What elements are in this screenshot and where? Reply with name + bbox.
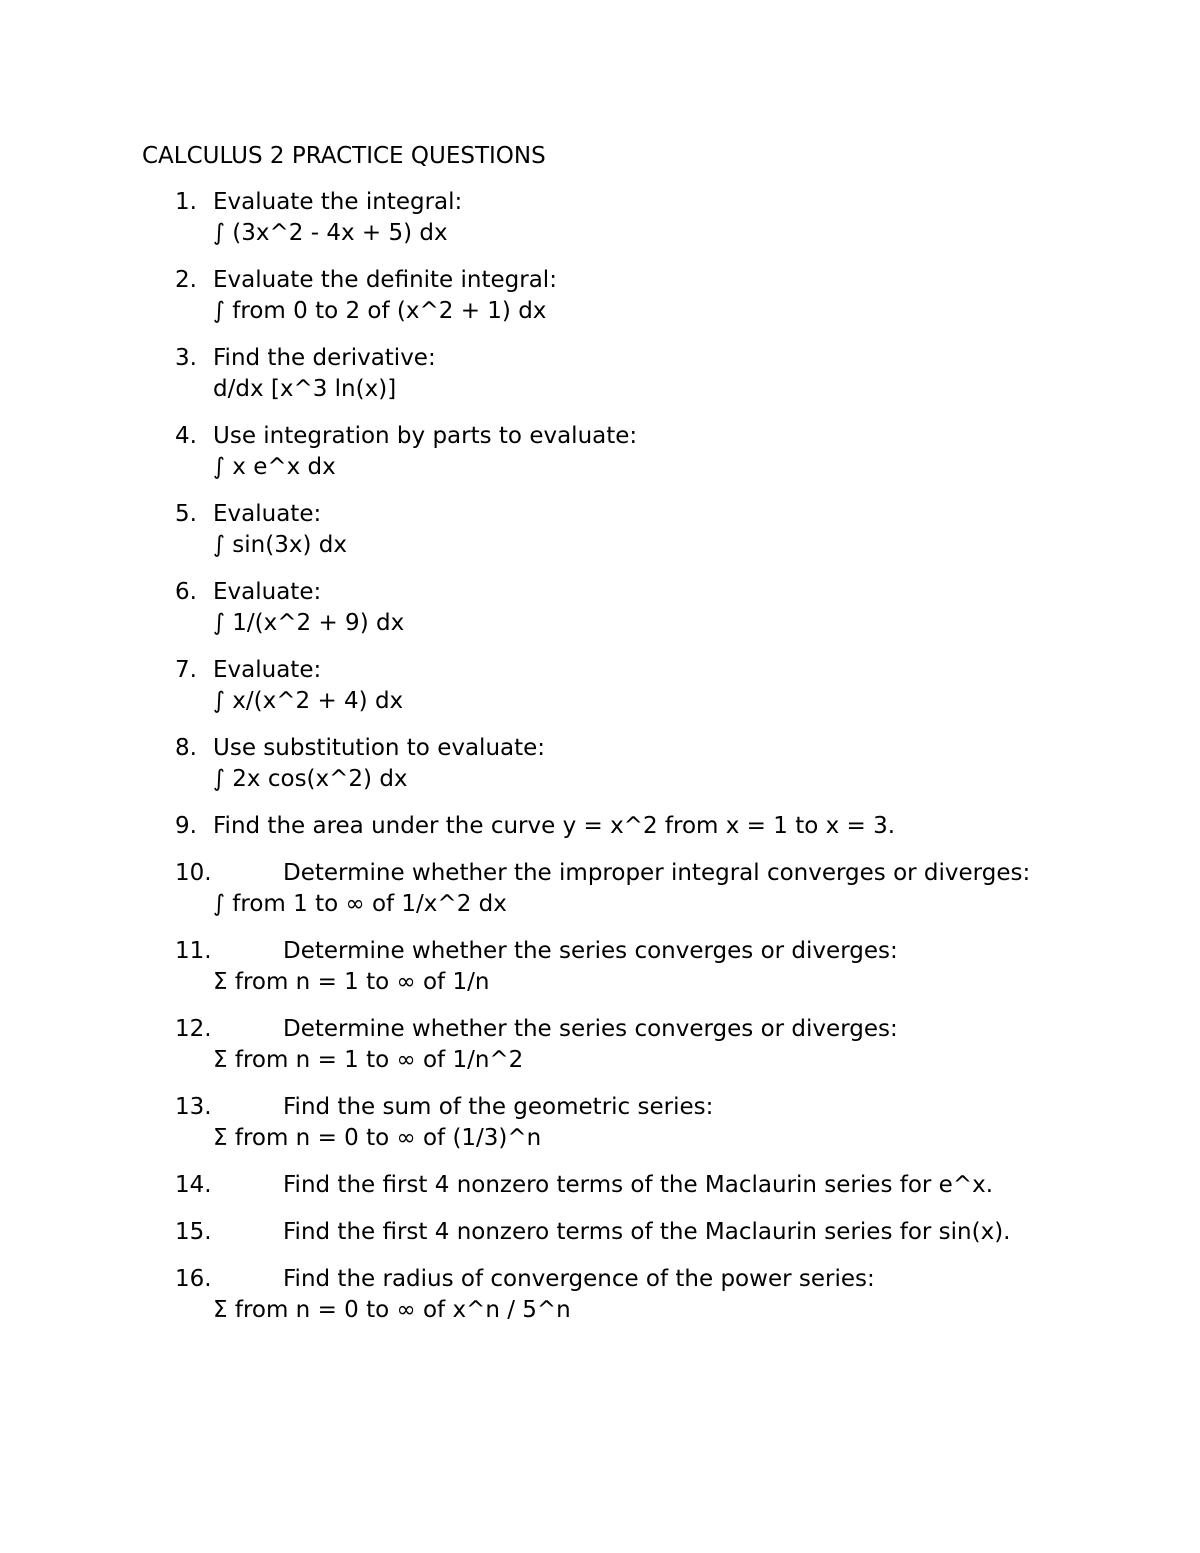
question-item [0, 187, 1200, 249]
question-number: 12. [175, 1016, 212, 1042]
question-expression: Σ from n = 1 to ∞ of 1/n [213, 969, 490, 995]
question-number: 16. [175, 1266, 212, 1292]
question-expression: ∫ x e^x dx [213, 454, 336, 480]
question-number: 1. [175, 189, 197, 215]
question-item [0, 343, 1200, 405]
question-number: 15. [175, 1219, 212, 1245]
question-number: 4. [175, 423, 197, 449]
question-expression: Σ from n = 0 to ∞ of (1/3)^n [213, 1125, 542, 1151]
question-expression: Σ from n = 1 to ∞ of 1/n^2 [213, 1047, 524, 1073]
question-item [0, 811, 1200, 842]
question-expression: ∫ 1/(x^2 + 9) dx [213, 610, 405, 636]
question-number: 6. [175, 579, 197, 605]
question-item [0, 858, 1200, 920]
question-text: Evaluate the integral: [213, 189, 463, 215]
question-number: 11. [175, 938, 212, 964]
question-expression: d/dx [x^3 ln(x)] [213, 376, 397, 402]
question-number: 13. [175, 1094, 212, 1120]
question-number: 8. [175, 735, 197, 761]
question-text: Evaluate: [213, 657, 322, 683]
question-item [0, 936, 1200, 998]
question-number: 3. [175, 345, 197, 371]
question-text: Evaluate the definite integral: [213, 267, 557, 293]
question-number: 2. [175, 267, 197, 293]
question-text: Find the first 4 nonzero terms of the Maclaurin series for e^x. [283, 1172, 994, 1198]
question-text: Find the sum of the geometric series: [283, 1094, 714, 1120]
question-number: 9. [175, 813, 197, 839]
question-expression: Σ from n = 0 to ∞ of x^n / 5^n [213, 1297, 571, 1323]
document-title: CALCULUS 2 PRACTICE QUESTIONS [142, 143, 546, 169]
question-expression: ∫ x/(x^2 + 4) dx [213, 688, 404, 714]
question-item [0, 499, 1200, 561]
question-text: Find the first 4 nonzero terms of the Maclaurin series for sin(x). [283, 1219, 1011, 1245]
question-text: Determine whether the improper integral converges or diverges: [283, 860, 1031, 886]
question-item [0, 733, 1200, 795]
question-item [0, 265, 1200, 327]
question-expression: ∫ (3x^2 - 4x + 5) dx [213, 220, 448, 246]
question-text: Determine whether the series converges or diverges: [283, 938, 898, 964]
question-item [0, 655, 1200, 717]
question-text: Use substitution to evaluate: [213, 735, 546, 761]
question-expression: ∫ 2x cos(x^2) dx [213, 766, 408, 792]
question-text: Find the radius of convergence of the power series: [283, 1266, 875, 1292]
question-text: Evaluate: [213, 501, 322, 527]
question-item [0, 1170, 1200, 1201]
question-item [0, 1092, 1200, 1154]
question-text: Use integration by parts to evaluate: [213, 423, 638, 449]
question-expression: ∫ sin(3x) dx [213, 532, 347, 558]
question-text: Find the derivative: [213, 345, 436, 371]
question-expression: ∫ from 0 to 2 of (x^2 + 1) dx [213, 298, 547, 324]
question-number: 5. [175, 501, 197, 527]
question-item [0, 421, 1200, 483]
question-text: Evaluate: [213, 579, 322, 605]
question-item [0, 1217, 1200, 1248]
question-item [0, 1264, 1200, 1326]
question-text: Determine whether the series converges or diverges: [283, 1016, 898, 1042]
question-item [0, 1014, 1200, 1076]
question-number: 10. [175, 860, 212, 886]
question-text: Find the area under the curve y = x^2 from x = 1 to x = 3. [213, 813, 896, 839]
question-number: 7. [175, 657, 197, 683]
question-list [0, 187, 1200, 1342]
question-expression: ∫ from 1 to ∞ of 1/x^2 dx [213, 891, 507, 917]
question-item [0, 577, 1200, 639]
question-number: 14. [175, 1172, 212, 1198]
